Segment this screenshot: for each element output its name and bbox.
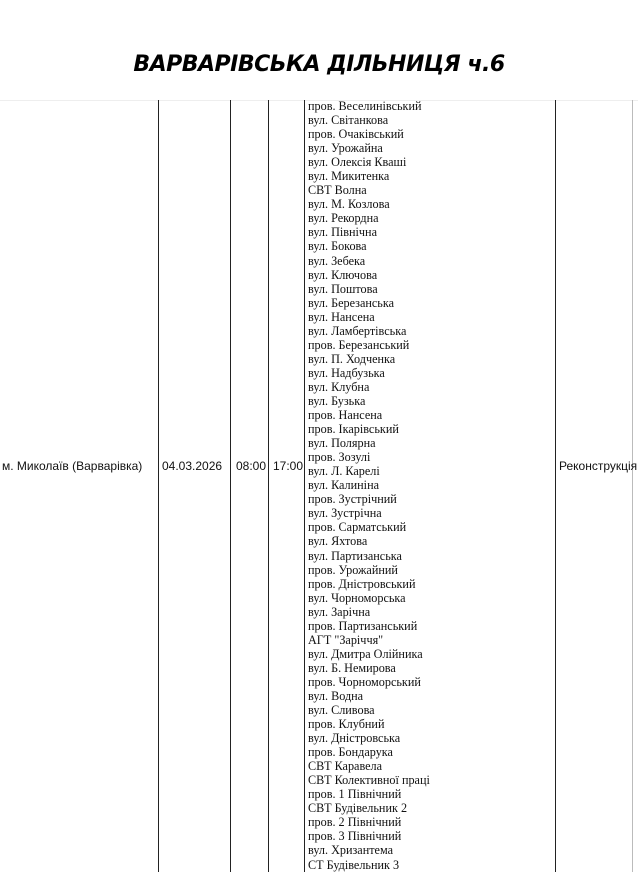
reason-cell: Реконструкція: [559, 459, 638, 473]
street-item: СВТ Волна: [308, 183, 367, 198]
street-item: вул. Ключова: [308, 267, 378, 282]
outage-table: [0, 100, 638, 872]
street-item: вул. Поштова: [308, 281, 378, 296]
street-item: вул. Хризантема: [308, 843, 394, 858]
street-item: вул. Дмитра Олійника: [308, 646, 423, 661]
street-item: АГТ "Заріччя": [308, 632, 384, 647]
streets-list: [308, 99, 430, 872]
street-item: пров. Очаківський: [308, 127, 404, 142]
street-item: СТ Будівельник 3: [308, 857, 400, 872]
column-divider: [304, 100, 305, 872]
street-item: пров. Партизанський: [308, 618, 418, 633]
street-item: пров. 1 Північний: [308, 787, 402, 802]
street-item: вул. Л. Карелі: [308, 464, 380, 479]
street-item: пров. Ікарівський: [308, 422, 399, 437]
street-item: вул. Бокова: [308, 239, 367, 254]
street-item: вул. П. Ходченка: [308, 351, 396, 366]
street-item: пров. Зустрічний: [308, 492, 397, 507]
street-item: СВТ Будівельник 2: [308, 801, 408, 816]
street-item: пров. Зозулі: [308, 450, 371, 465]
street-item: вул. Рекордна: [308, 211, 379, 226]
street-item: вул. Світанкова: [308, 113, 389, 128]
street-item: вул. М. Козлова: [308, 197, 390, 212]
street-item: вул. Ламбертівська: [308, 323, 407, 338]
street-item: вул. Зустрічна: [308, 506, 382, 521]
street-item: вул. Березанська: [308, 295, 394, 310]
street-item: пров. Березанський: [308, 337, 410, 352]
street-item: вул. Урожайна: [308, 141, 383, 156]
location-cell: м. Миколаїв (Варварівка): [2, 459, 143, 473]
street-item: вул. Калиніна: [308, 478, 379, 493]
street-item: вул. Микитенка: [308, 169, 390, 184]
street-item: вул. Надбузька: [308, 365, 385, 380]
street-item: СВТ Колективної праці: [308, 773, 430, 788]
street-item: пров. Нансена: [308, 408, 383, 423]
street-item: вул. Сливова: [308, 703, 375, 718]
street-item: пров. Клубний: [308, 717, 385, 732]
time-start-cell: 08:00: [236, 459, 267, 473]
page-title: ВАРВАРІВСЬКА ДІЛЬНИЦЯ ч.6: [133, 52, 505, 77]
street-item: вул. Водна: [308, 688, 364, 703]
column-divider: [230, 100, 231, 872]
street-item: пров. 2 Північний: [308, 815, 402, 830]
street-item: вул. Чорноморська: [308, 590, 406, 605]
street-item: вул. Північна: [308, 225, 377, 240]
street-item: вул. Дністровська: [308, 731, 401, 746]
street-item: пров. Чорноморський: [308, 674, 421, 689]
street-item: пров. 3 Північний: [308, 829, 402, 844]
time-end-cell: 17:00: [273, 459, 304, 473]
column-divider: [158, 100, 159, 872]
street-item: вул. Бузька: [308, 393, 366, 408]
street-item: пров. Бондарука: [308, 745, 393, 760]
column-divider: [268, 100, 269, 872]
column-divider: [555, 100, 556, 872]
street-item: вул. Зарічна: [308, 604, 371, 619]
street-item: вул. Нансена: [308, 309, 375, 324]
street-item: СВТ Каравела: [308, 759, 383, 774]
street-item: вул. Партизанська: [308, 548, 402, 563]
street-item: вул. Яхтова: [308, 534, 368, 549]
column-divider: [632, 100, 633, 872]
date-cell: 04.03.2026: [162, 459, 223, 473]
street-item: пров. Веселинівський: [308, 99, 422, 113]
street-item: вул. Зебека: [308, 253, 366, 268]
street-item: вул. Олексія Кваші: [308, 155, 407, 170]
street-item: пров. Урожайний: [308, 562, 398, 577]
street-item: вул. Клубна: [308, 379, 370, 394]
street-item: пров. Сарматський: [308, 520, 407, 535]
street-item: вул. Полярна: [308, 436, 376, 451]
street-item: пров. Дністровський: [308, 576, 416, 591]
street-item: вул. Б. Немирова: [308, 660, 396, 675]
